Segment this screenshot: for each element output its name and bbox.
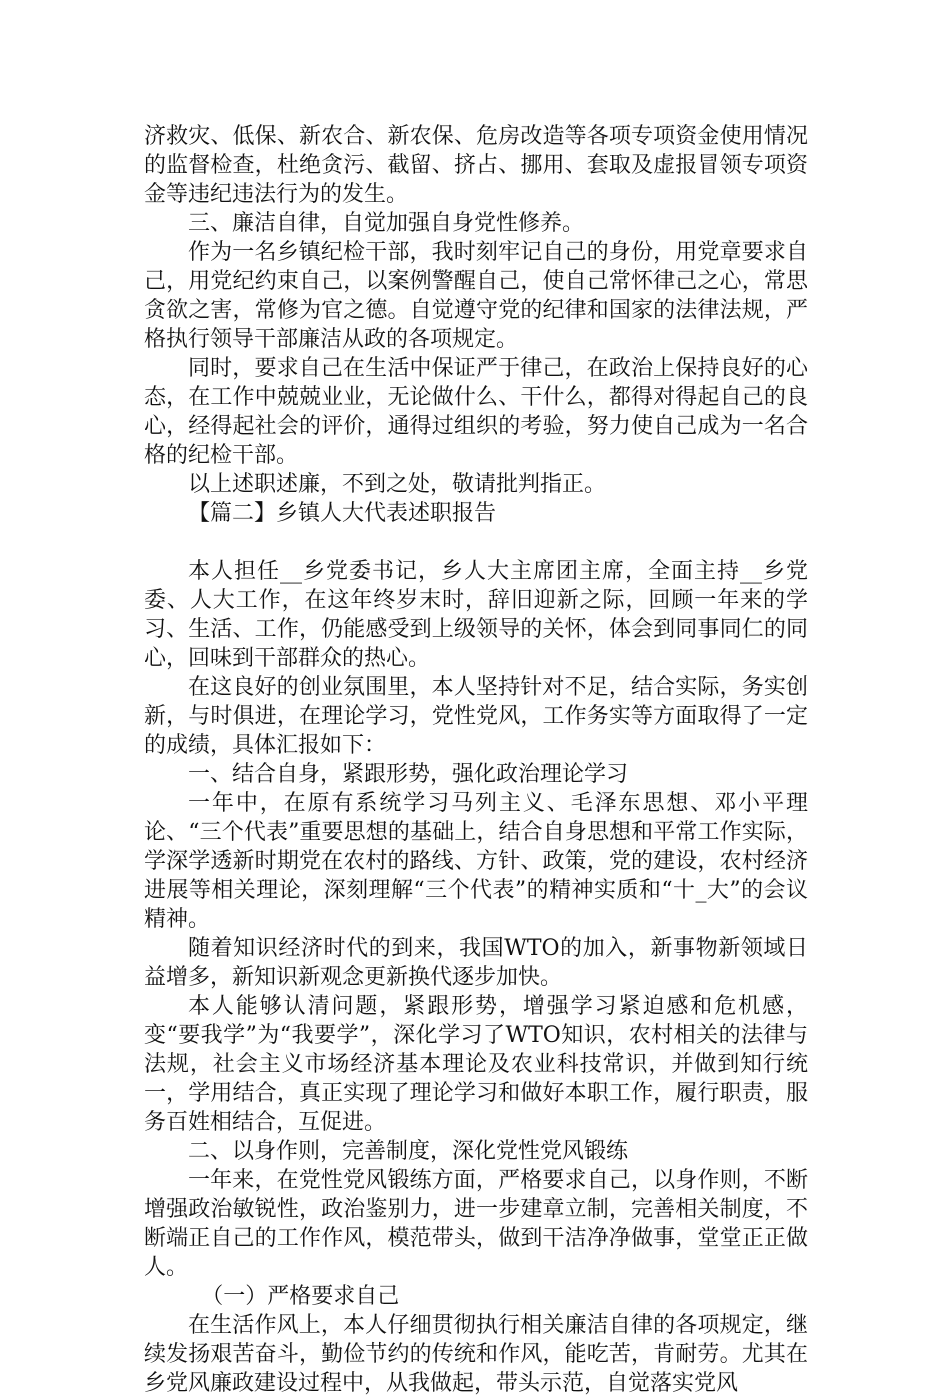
paragraph: 本人担任__乡党委书记，乡人大主席团主席，全面主持__乡党委、人大工作，在这年终岁末时，辞旧迎新之际，回顾一年来的学习、生活、工作，仍能感受到上级领导的关怀，体会到同事同仁的同心，回味到干部群众的热心。 (144, 559, 808, 671)
paragraph: 随着知识经济时代的到来，我国WTO的加入，新事物新领域日益增多，新知识新观念更新换代逐步加快。 (144, 936, 808, 990)
section-heading-3: 三、廉洁自律，自觉加强自身党性修养。 (188, 211, 585, 236)
paragraph: 在这良好的创业氛围里，本人坚持针对不足，结合实际，务实创新，与时俱进，在理论学习，党性党风，工作务实等方面取得了一定的成绩，具体汇报如下： (144, 675, 808, 758)
paragraph-closing: 以上述职述廉，不到之处，敬请批判指正。 (188, 472, 607, 497)
paragraph: 同时，要求自己在生活中保证严于律己，在政治上保持良好的心态，在工作中兢兢业业，无论做什么、干什么，都得对得起自己的良心，经得起社会的评价，通得过组织的考验，努力使自己成为一名合格的纪检干部。 (144, 356, 808, 468)
document-body (144, 122, 808, 1398)
article-title: 【篇二】乡镇人大代表述职报告 (188, 501, 497, 526)
subsection-heading: （一）严格要求自己 (201, 1284, 400, 1309)
paragraph-continued: 济救灾、低保、新农合、新农保、危房改造等各项专项资金使用情况的监督检查，杜绝贪污、截留、挤占、挪用、套取及虚报冒领专项资金等违纪违法行为的发生。 (144, 124, 808, 207)
paragraph: 一年中，在原有系统学习马列主义、毛泽东思想、邓小平理论、“三个代表”重要思想的基础上，结合自身思想和平常工作实际，学深学透新时期党在农村的路线、方针、政策，党的建设，农村经济进展等相关理论，深刻理解“三个代表”的精神实质和“十_大”的会议精神。 (144, 791, 808, 932)
paragraph: 作为一名乡镇纪检干部，我时刻牢记自己的身份，用党章要求自己，用党纪约束自己，以案例警醒自己，使自己常怀律己之心，常思贪欲之害，常修为官之德。自觉遵守党的纪律和国家的法律法规，严格执行领导干部廉洁从政的各项规定。 (144, 240, 808, 352)
blank-line (144, 528, 808, 557)
section-heading-2: 二、以身作则，完善制度，深化党性党风锻练 (188, 1139, 629, 1164)
paragraph: 本人能够认清问题，紧跟形势，增强学习紧迫感和危机感，变“要我学”为“我要学”，深化学习了WTO知识，农村相关的法律与法规，社会主义市场经济基本理论及农业科技常识，并做到知行统一，学用结合，真正实现了理论学习和做好本职工作，履行职责，服务百姓相结合，互促进。 (144, 994, 808, 1135)
section-heading-1: 一、结合自身，紧跟形势，强化政治理论学习 (188, 762, 629, 787)
paragraph: 一年来，在党性党风锻练方面，严格要求自己，以身作则，不断增强政治敏锐性，政治鉴别力，进一步建章立制，完善相关制度，不断端正自己的工作作风，模范带头，做到干洁净净做事，堂堂正正做人。 (144, 1168, 808, 1280)
paragraph: 在生活作风上，本人仔细贯彻执行相关廉洁自律的各项规定，继续发扬艰苦奋斗，勤俭节约的传统和作风，能吃苦，肯耐劳。尤其在乡党风廉政建设过程中，从我做起，带头示范，自觉落实党风 (144, 1313, 808, 1396)
